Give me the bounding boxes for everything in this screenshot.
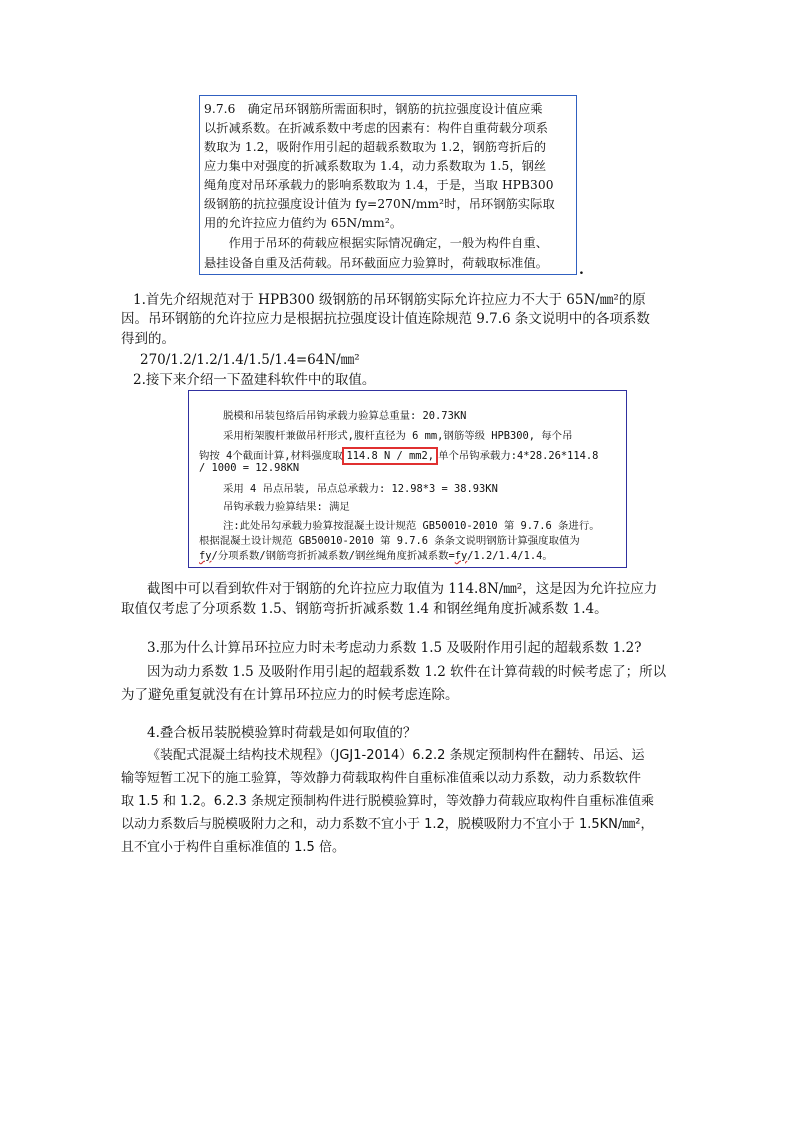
allowable-stress-highlight: 114.8 N / mm2, — [342, 447, 438, 465]
sw-line-3 — [199, 447, 598, 462]
sw-line-5: 采用 4 吊点吊装, 吊点总承载力: 12.98*3 = 38.93KN — [223, 483, 498, 495]
spec-excerpt-box — [199, 95, 577, 275]
section3-title: 3.那为什么计算吊环拉应力时未考虑动力系数 1.5 及吸附作用引起的超载系数 1.2? — [147, 640, 642, 656]
sw-line-6: 吊钩承载力验算结果: 满足 — [223, 501, 350, 513]
section2-text-line1: 截图中可以看到软件对于钢筋的允许拉应力取值为 114.8N/㎜²，这是因为允许拉应力 — [147, 581, 658, 597]
section1-line1: 1.首先介绍规范对于 HPB300 级钢筋的吊环钢筋实际允许拉应力不大于 65N/㎜²的原 — [133, 292, 646, 308]
sw-line-3a: 钩按 4个截面计算,材料强度取 — [199, 450, 343, 462]
spec-line-4: 应力集中对强度的折减系数取为 1.4，动力系数取为 1.5，钢丝 — [204, 159, 547, 173]
fy-symbol-2: fy — [454, 550, 468, 562]
section1-line2: 因。吊环钢筋的允许拉应力是根据抗拉强度设计值连除规范 9.7.6 条文说明中的各项系数 — [121, 311, 650, 327]
sw-line-7: 注:此处吊勾承载力验算按混凝土设计规范 GB50010-2010 第 9.7.6 条进行。 — [223, 520, 600, 532]
sw-line-4: / 1000 = 12.98KN — [199, 462, 300, 474]
section4-line3: 取 1.5 和 1.2。6.2.3 条规定预制构件进行脱模验算时，等效静力荷载应取构件自重标准值乘 — [121, 794, 654, 809]
section3-line1: 因为动力系数 1.5 及吸附作用引起的超载系数 1.2 软件在计算荷载的时候考虑了；所以 — [147, 664, 667, 680]
sw-line-8: 根据混凝土设计规范 GB50010-2010 第 9.7.6 条条文说明钢筋计算强度取值为 — [199, 535, 580, 547]
sw-line-9d: /1.2/1.4/1.4。 — [467, 550, 553, 562]
sw-line-9 — [199, 547, 553, 562]
sw-line-3b: 单个吊钩承载力:4*28.26*114.8 — [438, 450, 599, 462]
section3-line2: 为了避免重复就没有在计算吊环拉应力的时候考虑连除。 — [121, 687, 459, 703]
section4-line5: 且不宜小于构件自重标准值的 1.5 倍。 — [121, 840, 345, 855]
spec-line-5: 绳角度对吊环承载力的影响系数取为 1.4，于是，当取 HPB300 — [204, 178, 554, 192]
spec-line-6: 级钢筋的抗拉强度设计值为 fy=270N/mm²时，吊环钢筋实际取 — [204, 197, 555, 211]
bullet-dot: . — [579, 262, 584, 278]
sw-line-1: 脱模和吊装包络后吊钩承载力验算总重量: 20.73KN — [223, 410, 467, 422]
section4-line1: 《装配式混凝土结构技术规程》（JGJ1-2014）6.2.2 条规定预制构件在翻转、吊运、运 — [147, 748, 645, 763]
section4-line4: 以动力系数后与脱模吸附力之和，动力系数不宜小于 1.2，脱模吸附力不宜小于 1.5KN/㎜²， — [121, 817, 654, 832]
fy-symbol-1: fy — [199, 550, 212, 562]
section1-line3: 得到的。 — [121, 331, 175, 347]
spec-line-7: 用的允许拉应力值约为 65N/mm²。 — [204, 216, 403, 230]
spec-line-9: 悬挂设备自重及活荷载。吊环截面应力验算时，荷载取标准值。 — [204, 256, 549, 270]
section1-formula: 270/1.2/1.2/1.4/1.5/1.4=64N/㎜² — [140, 352, 360, 368]
section2-text-line2: 取值仅考虑了分项系数 1.5、钢筋弯折折减系数 1.4 和钢丝绳角度折减系数 1.4。 — [121, 601, 608, 617]
spec-line-3: 数取为 1.2，吸附作用引起的超载系数取为 1.2，钢筋弯折后的 — [204, 140, 547, 154]
section2-title: 2.接下来介绍一下盈建科软件中的取值。 — [133, 372, 376, 388]
sw-line-9b: /分项系数/钢筋弯折折减系数/钢丝绳角度折减系数= — [211, 550, 455, 562]
sw-line-2: 采用桁架腹杆兼做吊杆形式,腹杆直径为 6 mm,钢筋等级 HPB300, 每个吊 — [223, 430, 573, 442]
software-output-box — [188, 390, 627, 568]
spec-line-8: 作用于吊环的荷载应根据实际情况确定，一般为构件自重、 — [204, 236, 549, 250]
section4-title: 4.叠合板吊装脱模验算时荷载是如何取值的？ — [147, 725, 417, 741]
spec-line-2: 以折减系数。在折减系数中考虑的因素有：构件自重荷载分项系 — [204, 121, 549, 135]
spec-line-1: 9.7.6 确定吊环钢筋所需面积时，钢筋的抗拉强度设计值应乘 — [204, 102, 543, 116]
section4-line2: 输等短暂工况下的施工验算，等效静力荷载取构件自重标准值乘以动力系数，动力系数软件 — [121, 771, 642, 786]
